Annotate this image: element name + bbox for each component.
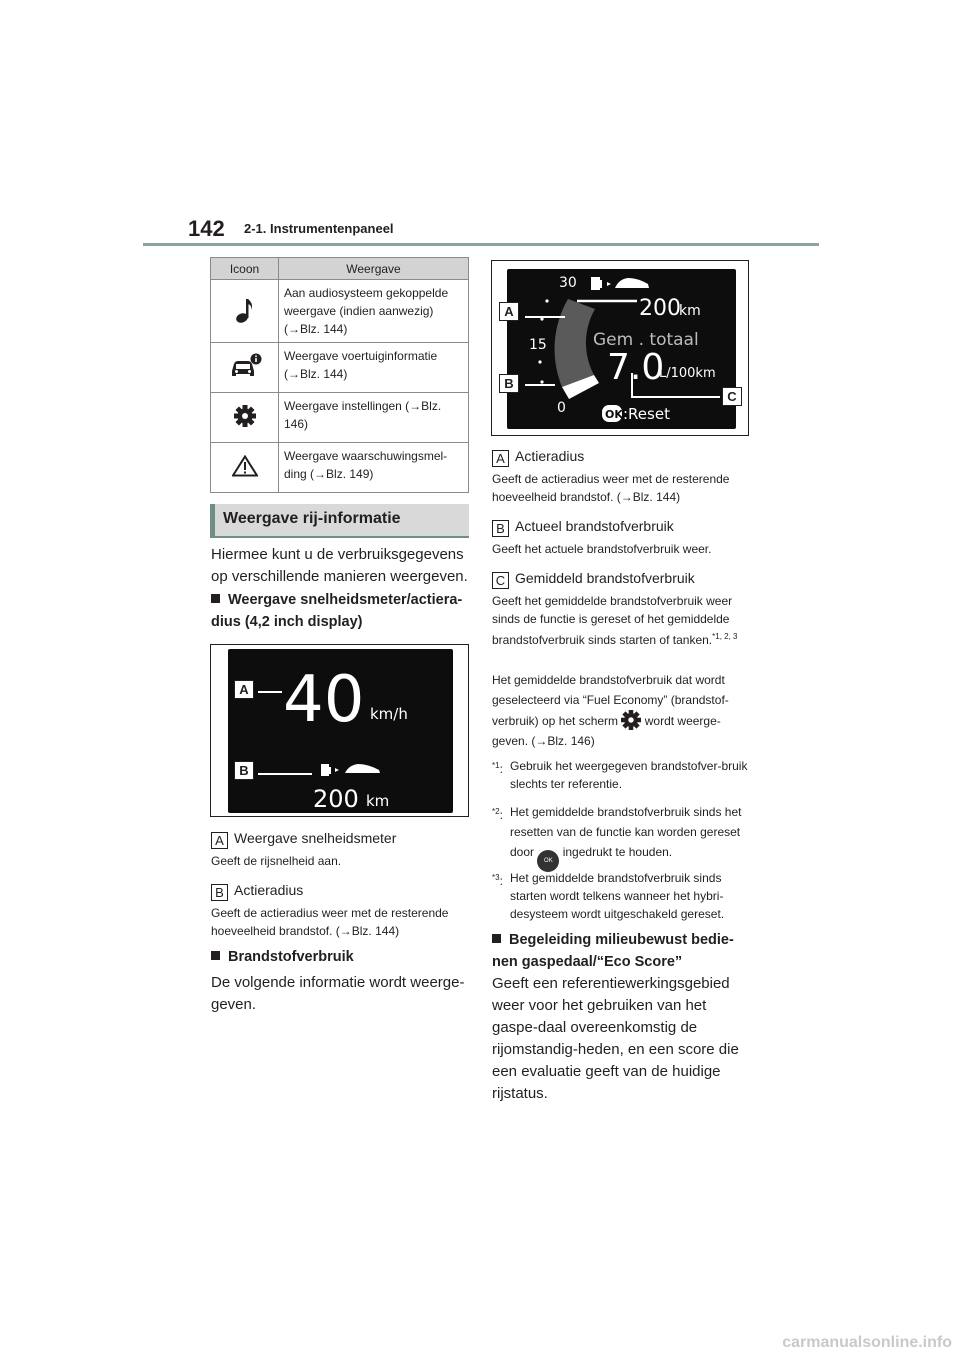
scale-mid: 15 [529, 337, 547, 353]
table-row [211, 343, 469, 393]
gear-icon [234, 405, 256, 427]
footnote-1: $^{*1}$: Gebruik het weergegeven brandstofver-bruik slechts ter referentie. [492, 759, 748, 791]
scale-dot [545, 299, 548, 302]
speedometer-heading: Weergave snelheidsmeter/actiera-dius (4,2 inch display) [211, 592, 463, 630]
speedometer-item-b: B Actieradius [211, 880, 303, 901]
fuel-item-b-desc: Geeft het actuele brandstofverbruik weer. [492, 542, 712, 556]
bullet-square [211, 594, 220, 603]
table-cell-text: Weergave instellingen (→Blz. 146) [279, 393, 469, 443]
callout-a: A [234, 680, 254, 699]
table-row [211, 280, 469, 343]
arrow-left-icon [335, 768, 339, 772]
icon-table [210, 257, 469, 493]
column-header-display: Weergave [279, 258, 469, 280]
avg-value: 7.0 [607, 347, 665, 388]
fuel-item-c: C Gemiddeld brandstofverbruik [492, 568, 695, 589]
callout-c: C [722, 387, 742, 406]
callout-b: B [234, 761, 254, 780]
intro-text: Hiermee kunt u de verbruiksgegevens op verschillende manieren weergeven. [211, 546, 468, 585]
fuel-pump-icon [591, 277, 602, 290]
speedometer-screen [228, 649, 453, 813]
fuel-screen [507, 269, 736, 429]
speedometer-item-a: A Weergave snelheidsmeter [211, 828, 396, 849]
car-icon [615, 278, 649, 288]
speedometer-item-b-desc: Geeft de actieradius weer met de resterende hoeveelheid brandstof. (→Blz. 144) [211, 906, 449, 938]
fuel-display [507, 269, 736, 429]
header-rule [143, 243, 819, 246]
fuel-item-a-desc: Geeft de actieradius weer met de resterende hoeveelheid brandstof. (→Blz. 144) [492, 472, 730, 504]
scale-bottom: 0 [557, 400, 566, 416]
page-number: 142 [188, 216, 225, 241]
table-row [211, 393, 469, 443]
range-value: 200 [639, 296, 681, 321]
table-cell-text: Weergave voertuiginformatie (→Blz. 144) [279, 343, 469, 393]
fuel-item-c-desc-1: Geeft het gemiddelde brandstofverbruik weer sinds de functie is gereset of het gemiddelde brandstofverbruik sinds starten of tanken.$^{*1, 2, 3}$ [492, 594, 738, 647]
avg-unit: L/100km [659, 366, 716, 381]
fuel-heading: Brandstofverbruik [211, 946, 354, 968]
callout-line-a [258, 691, 282, 693]
eco-heading: Begeleiding milieubewust bedie-nen gaspedaal/“Eco Score” [492, 932, 734, 970]
scale-top: 30 [559, 275, 577, 291]
section-heading [210, 504, 469, 538]
music-note-icon [234, 296, 256, 324]
footnote-2: $^{*2}$: Het gemiddelde brandstofverbruik sinds het resetten van de functie kan worden gereset door OK ingedrukt te houden. [492, 802, 754, 872]
callout-b: B [499, 374, 519, 393]
ok-button-icon: OK [537, 850, 559, 872]
car-info-icon [228, 353, 262, 379]
speed-unit: km/h [370, 705, 408, 723]
avg-label: Gem . totaal [593, 330, 699, 350]
table-cell-text: Weergave waarschuwingsmel-ding (→Blz. 149) [279, 443, 469, 493]
fuel-item-b: B Actueel brandstofverbruik [492, 516, 674, 537]
scale-dot [540, 380, 543, 383]
column-header-icon: Icoon [211, 258, 279, 280]
bullet-square [492, 934, 501, 943]
speedometer-display [228, 649, 453, 813]
eco-text: Geeft een referentiewerkingsgebied weer voor het gebruiken van het gaspe-daal overeenkomstig de rijomstandig-heden, en een score die een evaluatie geeft van de huidige rijstatus. [492, 975, 739, 1102]
fuel-intro-text: De volgende informatie wordt weerge-geven. [211, 974, 465, 1013]
bullet-square [211, 951, 220, 960]
fuel-item-c-desc-2: Het gemiddelde brandstofverbruik dat wordt geselecteerd via “Fuel Economy” (brandstof-verbruik) op het scherm wordt weerge-geven. (→Blz. 146) [492, 673, 729, 748]
speed-value: 40 [283, 663, 365, 737]
fuel-pump-icon [321, 764, 331, 776]
scale-dot [538, 360, 541, 363]
ok-key-label: OK [605, 408, 623, 421]
callout-line-b [258, 773, 312, 775]
fuel-figure [491, 260, 749, 436]
speedometer-figure [210, 644, 469, 817]
range-value: 200 [313, 785, 359, 813]
table-cell-text: Aan audiosysteem gekoppelde weergave (indien aanwezig) (→Blz. 144) [279, 280, 469, 343]
watermark: carmanualsonline.info [782, 1334, 952, 1351]
table-row [211, 443, 469, 493]
speedometer-item-a-desc: Geeft de rijsnelheid aan. [211, 854, 342, 868]
warning-triangle-icon [232, 455, 258, 477]
range-unit: km [366, 792, 390, 810]
section-heading-text: Weergave rij-informatie [223, 510, 401, 527]
footnote-3: $^{*3}$: Het gemiddelde brandstofverbruik sinds starten wordt telkens wanneer het hybri-desysteem wordt uitgeschakeld gereset. [492, 871, 725, 921]
arrow-left-icon [607, 282, 611, 286]
reset-label: :Reset [623, 405, 670, 423]
fuel-item-a: A Actieradius [492, 446, 584, 467]
range-unit: km [679, 303, 701, 319]
callout-a: A [499, 302, 519, 321]
car-icon [345, 764, 380, 773]
section-title: 2-1. Instrumentenpaneel [244, 221, 394, 236]
gear-icon [621, 710, 641, 730]
consumption-arc [555, 299, 595, 387]
